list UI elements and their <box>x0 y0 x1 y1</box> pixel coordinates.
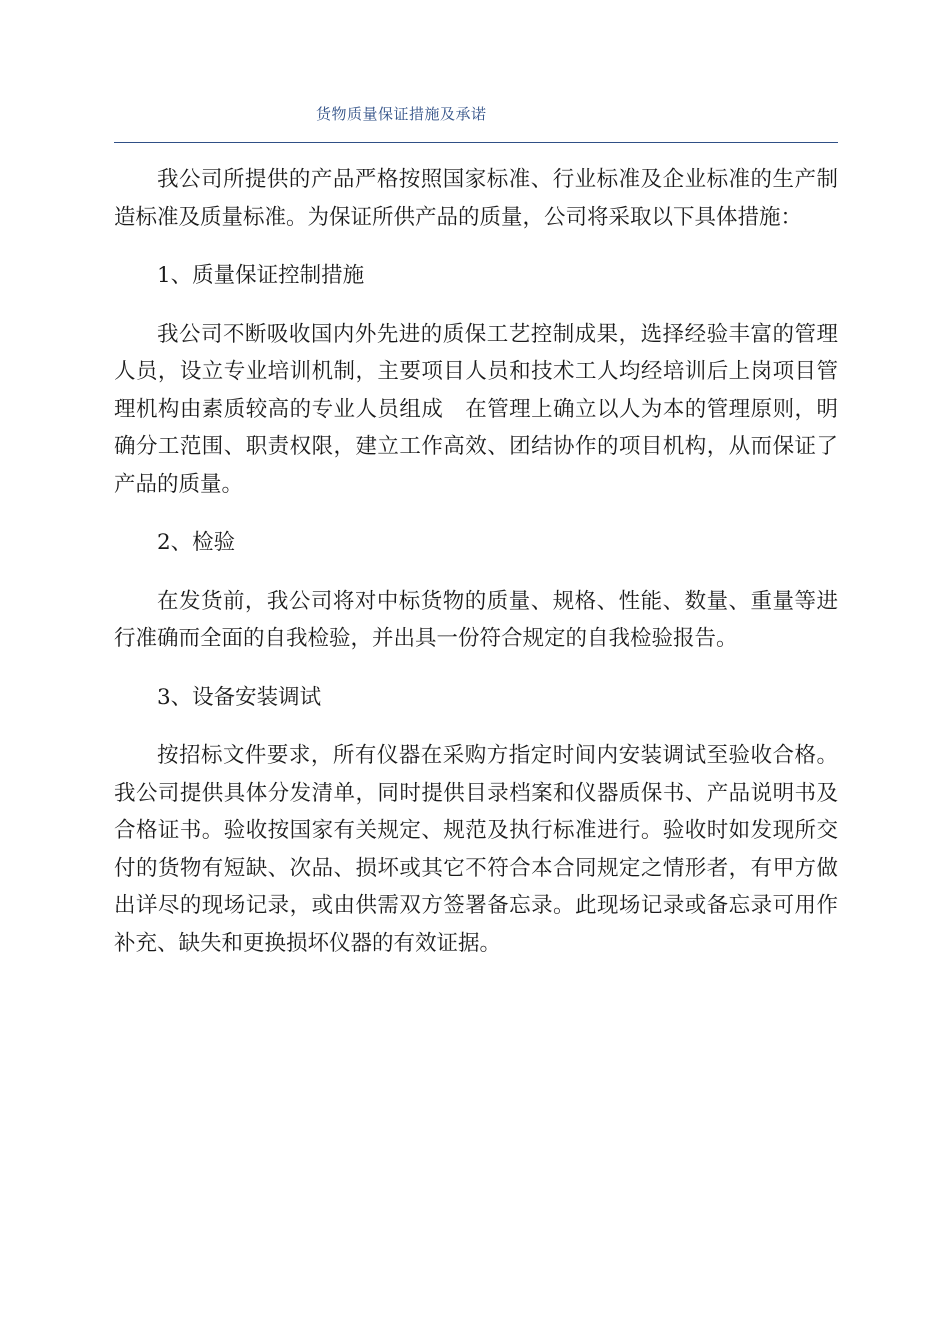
intro-paragraph: 我公司所提供的产品严格按照国家标准、行业标准及企业标准的生产制造标准及质量标准。为保证所供产品的质量，公司将采取以下具体措施： <box>114 167 838 230</box>
header-divider <box>114 142 838 143</box>
section-heading-inspection: 2、检验 <box>157 530 236 555</box>
section-heading-quality-control: 1、质量保证控制措施 <box>157 263 365 288</box>
section-body-quality-control: 我公司不断吸收国内外先进的质保工艺控制成果，选择经验丰富的管理人员，设立专业培训机制，主要项目人员和技术工人均经培训后上岗项目管理机构由素质较高的专业人员组成 在管理上确立以人为本的管理原则，明确分工范围、职责权限，建立工作高效、团结协作的项目机构，从而保证了产品的质量。 <box>114 321 838 497</box>
page-header-title: 货物质量保证措施及承诺 <box>316 105 487 123</box>
section-heading-installation: 3、设备安装调试 <box>157 684 322 710</box>
section-body-installation: 按招标文件要求，所有仪器在采购方指定时间内安装调试至验收合格。我公司提供具体分发清单，同时提供目录档案和仪器质保书、产品说明书及合格证书。验收按国家有关规定、规范及执行标准进行。验收时如发现所交付的货物有短缺、次品、损坏或其它不符合本合同规定之情形者，有甲方做出详尽的现场记录，或由供需双方签署备忘录。此现场记录或备忘录可用作补充、缺失和更换损坏仪器的有效证据。 <box>114 743 838 956</box>
document-body <box>114 161 838 962</box>
section-body-inspection: 在发货前，我公司将对中标货物的质量、规格、性能、数量、重量等进行准确而全面的自我检验，并出具一份符合规定的自我检验报告。 <box>114 588 838 651</box>
